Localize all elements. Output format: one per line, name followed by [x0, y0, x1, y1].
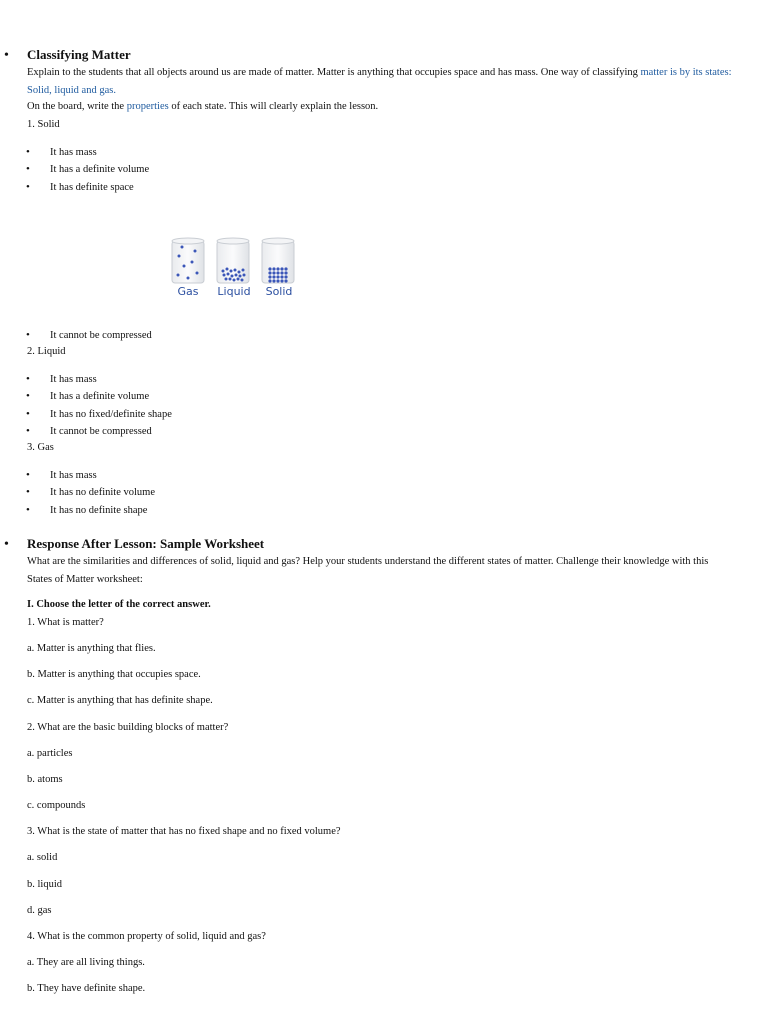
liquid-title: 2. Liquid [27, 346, 66, 357]
section-bullet: • [4, 537, 9, 552]
answer-line: a. solid [27, 852, 58, 863]
worksheet-section-title: I. Choose the letter of the correct answer. [27, 599, 211, 610]
question-line: 4. What is the common property of solid, liquid and gas? [27, 931, 266, 942]
answer-line: d. gas [27, 905, 52, 916]
gas-beaker [172, 238, 204, 283]
section-heading-classifying: Classifying Matter [27, 47, 131, 62]
solid-beaker [262, 238, 294, 283]
states-link[interactable]: matter is by its states: Solid, liquid and gas. [27, 67, 732, 96]
solid-title: 1. Solid [27, 119, 60, 130]
section-bullet: • [4, 48, 9, 63]
answer-line: b. They have definite shape. [27, 983, 146, 994]
states-diagram-svg [168, 235, 300, 299]
answer-line: c. compounds [27, 800, 86, 811]
board-text-after: of each state. This will clearly explain the lesson. [168, 101, 379, 112]
question-line: 3. What is the state of matter that has no fixed shape and no fixed volume? [27, 826, 341, 837]
intro-text: Explain to the students that all objects around us are made of matter. Matter is anything that occupies space and has mass. One way of classifying [27, 67, 641, 78]
answer-line: b. liquid [27, 879, 63, 890]
answer-line: a. Matter is anything that flies. [27, 643, 156, 654]
answer-line: b. atoms [27, 774, 63, 785]
question-line: 2. What are the basic building blocks of matter? [27, 722, 229, 733]
intro-paragraph [27, 64, 732, 100]
board-text-before: On the board, write the [27, 101, 127, 112]
question-line: 1. What is matter? [27, 617, 104, 628]
answer-line: a. particles [27, 748, 73, 759]
liquid-label: Liquid [217, 285, 251, 298]
states-of-matter-diagram [168, 235, 300, 299]
section-heading-worksheet: Response After Lesson: Sample Worksheet [27, 536, 265, 551]
board-paragraph [27, 101, 378, 112]
gas-label: Gas [177, 285, 199, 298]
answer-line: a. They are all living things. [27, 957, 145, 968]
properties-link[interactable]: properties [126, 101, 169, 112]
gas-title: 3. Gas [27, 442, 54, 453]
answer-line: c. Matter is anything that has definite shape. [27, 695, 213, 706]
liquid-beaker [217, 238, 249, 283]
answer-line: b. Matter is anything that occupies space. [27, 669, 201, 680]
worksheet-intro: What are the similarities and differences of solid, liquid and gas? Help your students understand the different states of matter. Challenge their knowledge with this States of Matter worksheet: [27, 556, 709, 585]
solid-label: Solid [265, 285, 293, 298]
